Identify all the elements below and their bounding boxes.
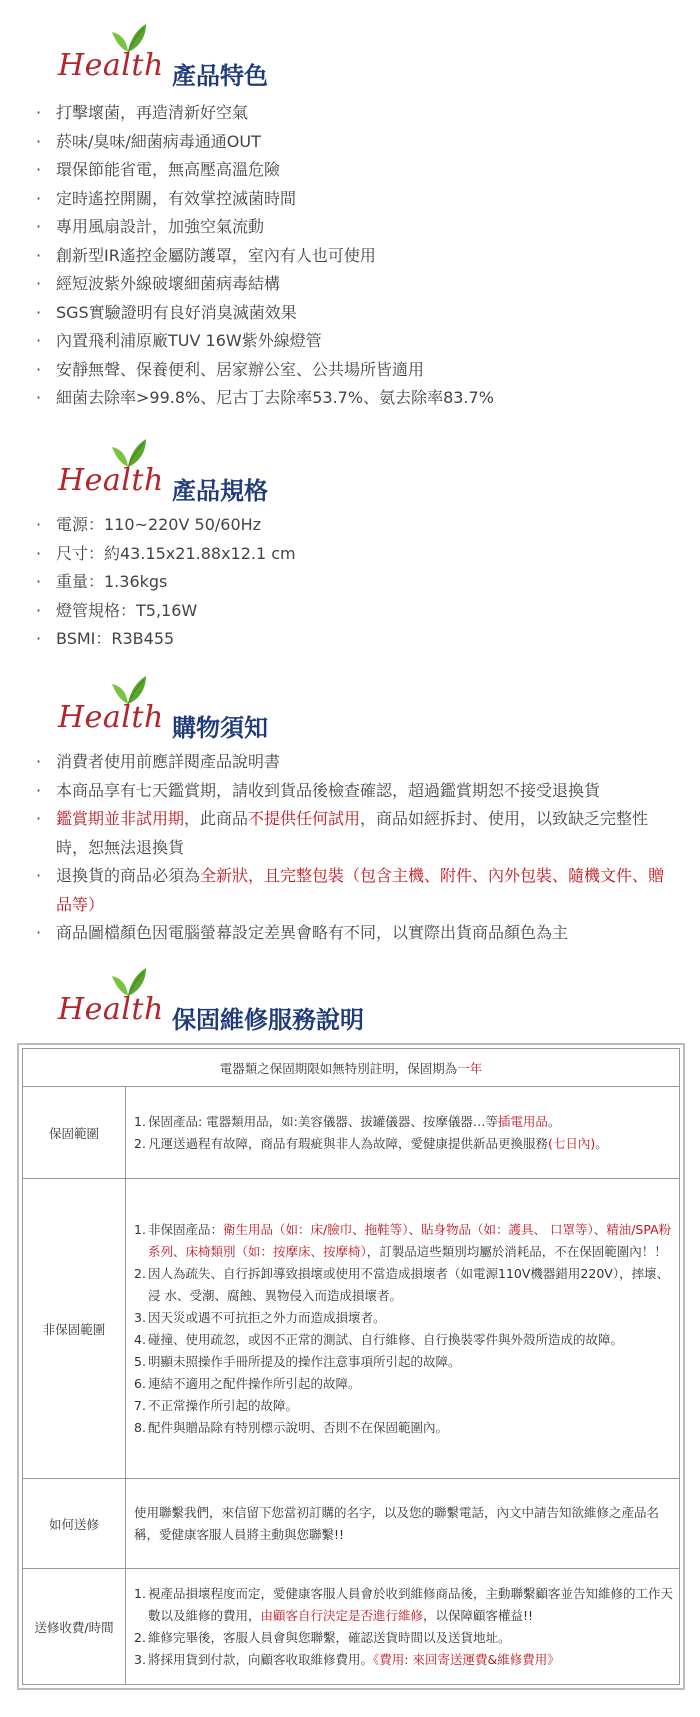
- table-row: [23, 1479, 680, 1569]
- brand-logo: Health: [58, 463, 164, 498]
- coverage-label: 保固範圍: [23, 1087, 126, 1179]
- coverage-body: 1. 保固產品: 電器類用品，如:美容儀器、拔罐儀器、按摩儀器…等插電用品。 2. 凡運送過程有故障，商品有瑕疵與非人為故障，愛健康提供新品更換服務(七日內)。: [126, 1087, 680, 1179]
- how-to-send-body: 使用聯繫我們，來信留下您當初訂購的名字，以及您的聯繫電話，內文中請告知欲維修之產品名稱，愛健康客服人員將主動與您聯繫!!: [126, 1479, 680, 1569]
- specs-section: [0, 437, 700, 648]
- list-item: · 重量：1.36kgs: [36, 572, 168, 591]
- features-list: [0, 99, 700, 413]
- non-coverage-body: 1. 非保固產品：衛生用品（如：床/臉巾、拖鞋等）、貼身物品（如：護具、 口罩等）、精油/SPA粉系列、床椅類別（如：按摩床、按摩椅），訂製品這些類別均屬於消耗品，不在保固範圍內！！ 2. 因人為疏失、自行拆卸導致損壞或使用不當造成損壞者（如電源110V機器錯用220V），摔壞、浸 水、受潮、腐蝕、異物侵入而造成損壞者。 3. 因天災或遇不可抗拒之外力而造成損壞者。 4. 碰撞、使用疏忽，或因不正常的測試、自行維修、自行換裝零件與外殼所造成的故障。 5. 明顯未照操作手冊所提及的操作注意事項所引起的故障。 6. 連結不適用之配件操作所引起的故障。 7. 不正常操作所引起的故障。 8. 配件與贈品除有特別標示說明、否則不在保固範圍內。: [126, 1179, 680, 1479]
- specs-heading: [0, 437, 700, 505]
- fees-body: 1. 視產品損壞程度而定，愛健康客服人員會於收到維修商品後，主動聯繫顧客並告知維修的工作天數以及維修的費用，由顧客自行決定是否進行維修，以保障顧客權益!! 2. 維修完畢後，客服人員會與您聯繫，確認送貨時間以及送貨地址。 3. 將採用貨到付款，向顧客收取維修費用。《費用: 來回寄送運費&維修費用》: [126, 1569, 680, 1685]
- warranty-section: [0, 966, 700, 1034]
- features-title: 產品特色: [172, 62, 268, 90]
- list-item: · 退換貨的商品必須為全新狀，且完整包裝（包含主機、附件、內外包裝、隨機文件、贈品等）: [36, 866, 665, 914]
- shopping-section: [0, 674, 700, 942]
- list-item: · BSMI：R3B455: [36, 629, 175, 648]
- specs-list: [0, 511, 700, 654]
- list-item: · 經短波紫外線破壞細菌病毒結構: [36, 274, 281, 293]
- list-item: · 鑑賞期並非試用期，此商品不提供任何試用，商品如經拆封、使用，以致缺乏完整性時，恕無法退換貨: [36, 809, 649, 857]
- list-item: · 尺寸：約43.15x21.88x12.1 cm: [36, 543, 296, 563]
- list-item: · 細菌去除率>99.8%、尼古丁去除率53.7%、氨去除率83.7%: [36, 388, 494, 407]
- features-heading: [0, 22, 700, 90]
- table-row: [23, 1087, 680, 1179]
- shopping-heading: [0, 674, 700, 742]
- list-item: · 安靜無聲、保養便利、居家辦公室、公共場所皆適用: [36, 359, 425, 379]
- list-item: · 內置飛利浦原廠TUV 16W紫外線燈管: [36, 331, 322, 350]
- fees-label: 送修收費/時間: [23, 1569, 126, 1685]
- list-item: · 商品圖檔顏色因電腦螢幕設定差異會略有不同，以實際出貨商品顏色為主: [36, 923, 569, 942]
- list-item: · 定時遙控開關，有效掌控滅菌時間: [36, 188, 297, 208]
- brand-logo: Health: [58, 48, 164, 83]
- table-row: [23, 1179, 680, 1479]
- list-item: · 本商品享有七天鑑賞期，請收到貨品後檢查確認，超過鑑賞期恕不接受退換貨: [36, 780, 601, 800]
- features-section: [0, 22, 700, 407]
- brand-logo: Health: [58, 700, 164, 735]
- table-row: [23, 1049, 680, 1087]
- list-item: · 菸味/臭味/細菌病毒通通OUT: [36, 131, 261, 151]
- warranty-table: [22, 1048, 680, 1685]
- warranty-heading: [0, 966, 700, 1034]
- shopping-list: [0, 748, 700, 948]
- non-coverage-label: 非保固範圍: [23, 1179, 126, 1479]
- list-item: · 打擊壞菌，再造清新好空氣: [36, 103, 249, 122]
- list-item: · 創新型IR遙控金屬防護罩，室內有人也可使用: [36, 245, 376, 265]
- warranty-table-header: 電器類之保固期限如無特別註明，保固期為一年: [23, 1049, 680, 1087]
- list-item: · SGS實驗證明有良好消臭滅菌效果: [36, 302, 297, 322]
- brand-logo: Health: [58, 992, 164, 1027]
- specs-title: 產品規格: [172, 477, 268, 505]
- list-item: · 環保節能省電，無高壓高溫危險: [36, 160, 281, 179]
- list-item: · 專用風扇設計，加強空氣流動: [36, 217, 265, 236]
- table-row: [23, 1569, 680, 1685]
- shopping-title: 購物須知: [172, 714, 268, 742]
- list-item: · 燈管規格：T5,16W: [36, 600, 198, 620]
- list-item: · 電源：110~220V 50/60Hz: [36, 515, 262, 534]
- warranty-title: 保固維修服務說明: [172, 1006, 364, 1034]
- list-item: · 消費者使用前應詳閱產品說明書: [36, 752, 281, 771]
- how-to-send-label: 如何送修: [23, 1479, 126, 1569]
